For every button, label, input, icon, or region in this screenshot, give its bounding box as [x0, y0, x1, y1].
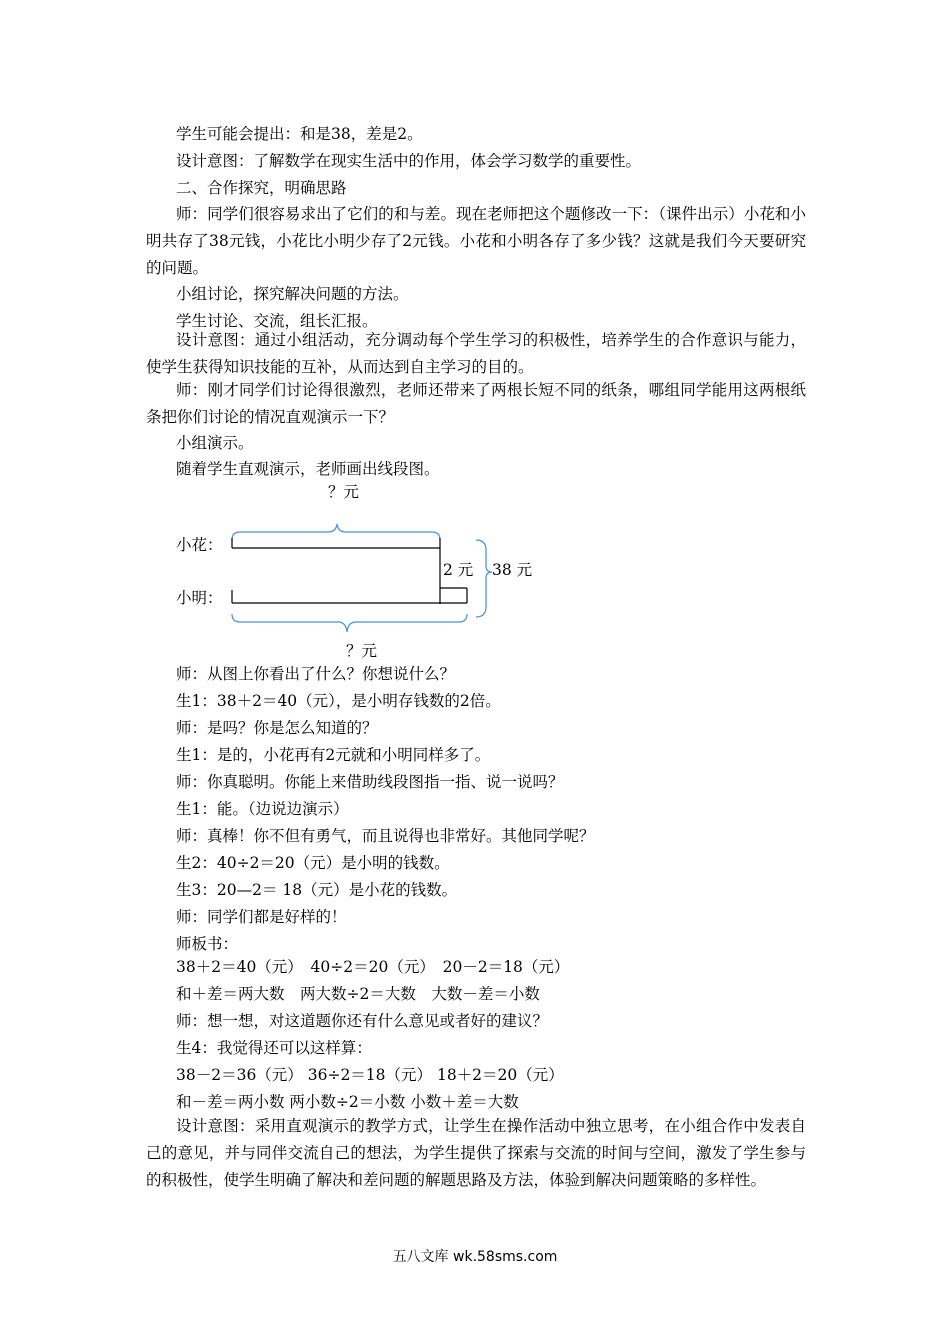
text-line: 小组演示。	[176, 434, 254, 452]
text-line: 学生讨论、交流，组长汇报。	[176, 312, 378, 330]
text-line: 师：真棒！你不但有勇气，而且说得也非常好。其他同学呢？	[176, 827, 595, 845]
paragraph-text: 设计意图：采用直观演示的教学方式，让学生在操作活动中独立思考，在小组合作中发表自己的意见，并与同伴交流自己的想法，为学生提供了探索与交流的时间与空间，激发了学生参与的积极性，使学生明确了解决和差问题的解题思路及方法，体验到解决问题策略的多样性。	[146, 1117, 806, 1189]
text-line: 师：是吗？你是怎么知道的？	[176, 719, 378, 737]
text-line: 生3：20—2＝ 18（元）是小花的钱数。	[176, 881, 458, 899]
text-line: 师：从图上你看出了什么？你想说什么？	[176, 665, 456, 683]
text-line: 生1：是的，小花再有2元就和小明同样多了。	[176, 746, 491, 764]
text-line: 师：同学们都是好样的！	[176, 908, 347, 926]
top-brace	[232, 524, 440, 540]
text-line: 生4：我觉得还可以这样算：	[176, 1039, 372, 1057]
text-line: 师：想一想，对这道题你还有什么意见或者好的建议？	[176, 1012, 549, 1030]
text-line: 随着学生直观演示，老师画出线段图。	[176, 460, 440, 478]
section-heading: 二、合作探究，明确思路	[176, 179, 347, 197]
diagram-diff-label: 2 元	[443, 561, 474, 579]
total-brace	[476, 540, 492, 617]
paragraph-text: 师：刚才同学们讨论得很激烈，老师还带来了两根长短不同的纸条，哪组同学能用这两根纸条把你们讨论的情况直观演示一下？	[146, 381, 806, 426]
text-line: 生2：40÷2＝20（元）是小明的钱数。	[176, 854, 450, 872]
formula-line: 38＋2＝40（元） 40÷2＝20（元） 20－2＝18（元）	[176, 958, 570, 976]
text-line: 生1：38＋2＝40（元），是小明存钱数的2倍。	[176, 692, 501, 710]
paragraph	[146, 1113, 806, 1194]
diagram-xiaoming-label: 小明：	[176, 589, 223, 607]
diagram-xiaohua-label: 小花：	[176, 536, 223, 554]
text-line: 设计意图：了解数学在现实生活中的作用，体会学习数学的重要性。	[176, 152, 642, 170]
bottom-brace	[232, 614, 467, 632]
paragraph-text: 设计意图：通过小组活动，充分调动每个学生学习的积极性，培养学生的合作意识与能力，使学生获得知识技能的互补，从而达到自主学习的目的。	[146, 331, 806, 376]
page-footer: 五八文库 wk.58sms.com	[392, 1249, 558, 1265]
text-line: 师板书：	[176, 935, 239, 953]
formula-line: 38－2＝36（元） 36÷2＝18（元） 18＋2＝20（元）	[176, 1066, 564, 1084]
text-line: 学生可能会提出：和是38，差是2。	[176, 125, 423, 143]
diagram-total-label: 38 元	[492, 561, 533, 579]
formula-line: 和－差＝两小数 两小数÷2＝小数 小数＋差＝大数	[176, 1093, 519, 1111]
text-line: 小组讨论，探究解决问题的方法。	[176, 285, 409, 303]
paragraph-text: 师：同学们很容易求出了它们的和与差。现在老师把这个题修改一下：（课件出示）小花和小明共存了38元钱，小花比小明少存了2元钱。小花和小明各存了多少钱？这就是我们今天要研究的问题。	[146, 205, 806, 277]
diagram-bottom-label: ？元	[346, 642, 378, 660]
text-line: 生1：能。（边说边演示）	[176, 800, 349, 818]
diagram-top-label: ？元	[328, 483, 360, 501]
text-line: 师：你真聪明。你能上来借助线段图指一指、说一说吗？	[176, 773, 564, 791]
formula-line: 和＋差＝两大数 两大数÷2＝大数 大数－差＝小数	[176, 985, 540, 1003]
